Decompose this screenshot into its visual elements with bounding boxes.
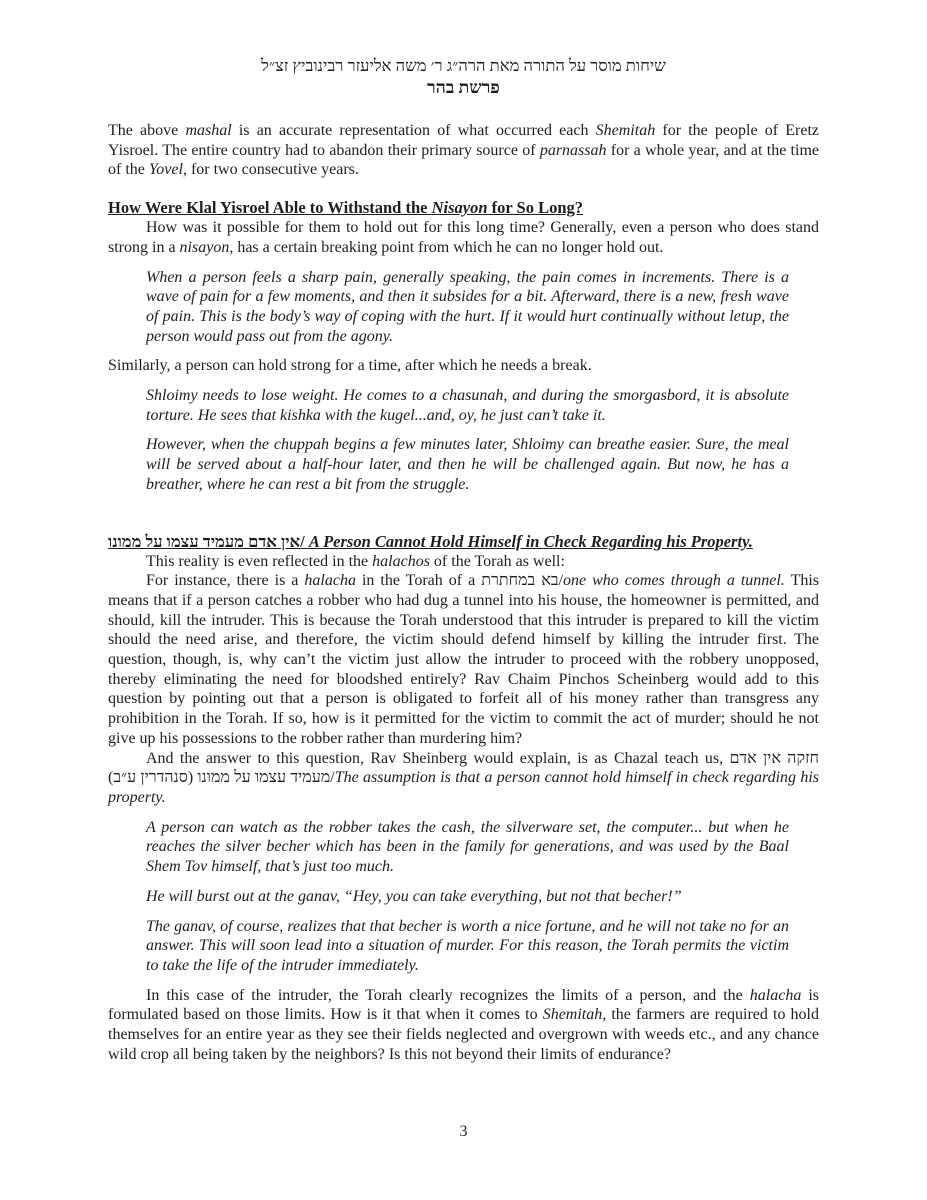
text-run: A Person Cannot Hold Himself in Check Regarding his Property. — [308, 531, 753, 551]
blockquote-ganav-fortune: The ganav, of course, realizes that that becher is worth a nice fortune, and he will not take no for an answer. This will soon lead into a situation of murder. For this reason, the Torah permits the victim to take the life of the intruder immediately. — [146, 917, 789, 974]
paragraph-chazal-answer — [108, 749, 819, 808]
text-run: in the Torah of a — [355, 572, 482, 590]
text-run: , has a certain breaking point from which he can no longer hold out. — [229, 238, 664, 256]
paragraph-tunnel-halacha — [108, 571, 819, 748]
text-run: parnassah — [539, 141, 607, 159]
text-run: Shemitah — [595, 122, 656, 139]
text-run: In this case of the intruder, the Torah clearly recognizes the limits of a person, and the — [146, 986, 750, 1004]
text-run: nisayon — [179, 238, 230, 256]
text-run: בא במחתרת — [481, 572, 559, 590]
section-heading-nisayon — [108, 198, 819, 218]
text-run: / — [300, 531, 309, 551]
text-run: The above — [108, 122, 186, 139]
text-run: one who comes through a tunnel. — [563, 572, 785, 590]
document-body — [108, 121, 819, 1064]
text-run: , the farmers are required to hold themselves for an entire year as they see their fields neglected and overgrown with weeds etc., and any chance wild crop all being taken by the neighbors? Is this not beyond their limits of endurance? — [108, 1006, 819, 1063]
header-title-hebrew: שיחות מוסר על התורה מאת הרה״ג ר׳ משה אליעזר רבינוביץ זצ״ל — [261, 56, 666, 75]
blockquote-robber-cash: A person can watch as the robber takes the cash, the silverware set, the computer... but when he reaches the silver becher which has been in the family for generations, and was used by the Baal Shem Tov himself, that’s just too much. — [146, 818, 789, 876]
text-run: And the answer to this question, Rav Sheinberg would explain, is as Chazal teach us, — [146, 749, 730, 767]
text-run: halacha — [749, 986, 802, 1004]
text-run: For instance, there is a — [146, 572, 305, 590]
section-heading-property — [108, 532, 819, 552]
paragraph-how-possible — [108, 218, 819, 257]
document-header — [108, 55, 819, 98]
text-run: אין אדם מעמיד עצמו על ממונו — [108, 531, 301, 551]
text-run: for a whole year, and at the time of the — [108, 141, 819, 179]
text-run: How Were Klal Yisroel Able to Withstand the — [108, 198, 432, 218]
text-run: Yovel — [148, 161, 183, 179]
text-run: is formulated based on those limits. How is it that when it comes to — [108, 986, 819, 1024]
text-run: This reality is even reflected in the — [146, 552, 373, 570]
blockquote-shloimy-weight: Shloimy needs to lose weight. He comes to a chasunah, and during the smorgasbord, it is absolute torture. He sees that kishka with the kugel...and, oy, he just can’t take it. — [146, 387, 789, 424]
text-run: / — [558, 572, 564, 590]
text-run: Shemitah — [542, 1006, 603, 1024]
blockquote-sharp-pain: When a person feels a sharp pain, generally speaking, the pain comes in increments. There is a wave of pain for a few moments, and then it subsides for a bit. Afterward, there is a new, fresh wave of pain. This is the body’s way of coping with the hurt. If it would hurt continually without letup, the person would pass out from the agony. — [146, 268, 789, 345]
blockquote-chuppah: However, when the chuppah begins a few minutes later, Shloimy can breathe easier. Sure, the meal will be served about a half-hour later, and then he will be challenged again. But now, he has a breather, where he can rest a bit from the struggle. — [146, 436, 789, 493]
text-run: halacha — [304, 572, 356, 590]
paragraph-similarly: Similarly, a person can hold strong for a time, after which he needs a break. — [108, 357, 592, 375]
text-run: / — [330, 769, 335, 787]
paragraph-intro — [108, 121, 819, 180]
text-run: halachos — [372, 552, 430, 570]
text-run: This means that if a person catches a robber who had dug a tunnel into his house, the homeowner is permitted, and should, kill the intruder. This is because the Torah understood that this intruder is prepared to kill the victim should the need arise, and therefore, the victim should defend himself by killing the intruder first. The question, though, is, why can’t the victim just allow the intruder to proceed with the robbery unopposed, thereby eliminating the need for bloodshed entirely? Rav Chaim Pinchos Scheinberg would add to this question by pointing out that a person is obligated to forfeit all of his money rather than transgress any prohibition in the Torah. If so, how is it permitted for the victim to commit the act of murder; should he not give up his possessions to the robber rather than murdering him? — [108, 572, 820, 747]
header-parsha-hebrew: פרשת בהר — [427, 77, 500, 97]
text-run: is an accurate representation of what occurred each — [231, 122, 596, 139]
text-run: The assumption is that a person cannot hold himself in check regarding his property. — [108, 769, 819, 806]
text-run: , for two consecutive years. — [182, 161, 359, 179]
paragraph-conclusion — [108, 986, 819, 1065]
text-run: How was it possible for them to hold out for this long time? Generally, even a person who does stand strong in a — [108, 219, 819, 256]
text-run: for So Long? — [487, 198, 584, 218]
page-number: 3 — [459, 1123, 468, 1140]
blockquote-burst-out: He will burst out at the ganav, “Hey, you can take everything, but not that becher!” — [146, 887, 682, 905]
text-run: mashal — [185, 122, 232, 139]
text-run: חזקה אין אדם מעמיד עצמו על ממונו (סנהדרין ע״ב) — [108, 749, 820, 787]
text-run: for the people of Eretz Yisroel. The entire country had to abandon their primary source of — [108, 122, 820, 159]
text-run: of the Torah as well: — [429, 552, 565, 570]
text-run: Nisayon — [431, 198, 488, 218]
paragraph-reality-halachos — [108, 552, 819, 572]
